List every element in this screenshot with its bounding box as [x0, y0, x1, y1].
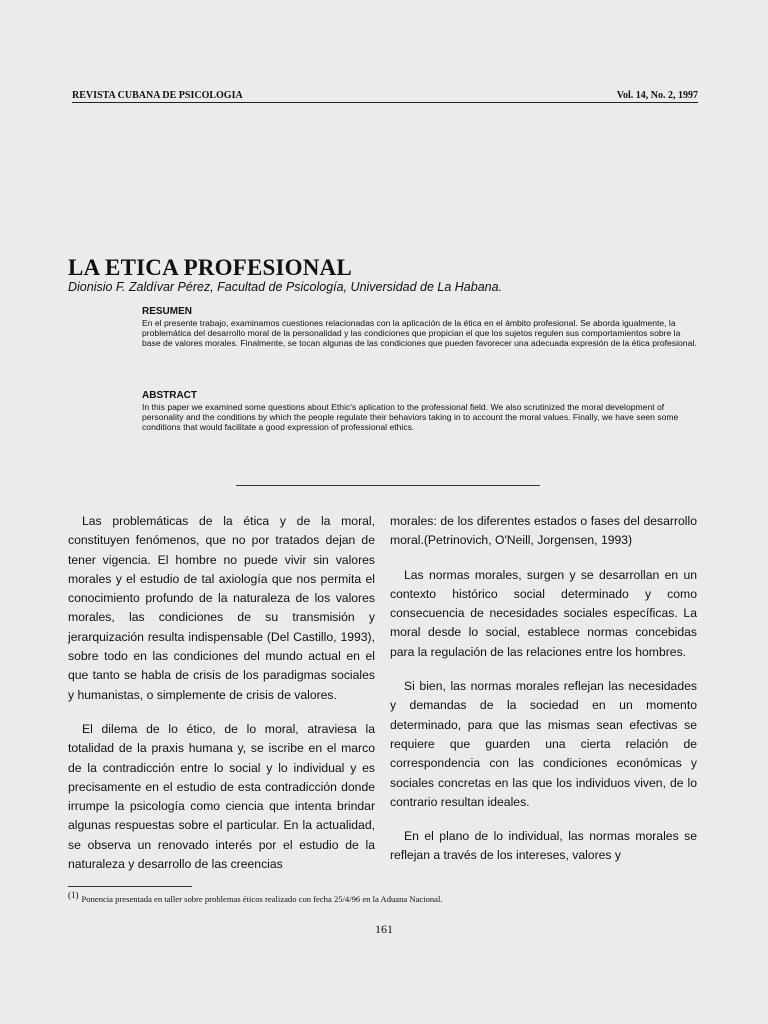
issue-info: Vol. 14, No. 2, 1997 [616, 90, 698, 101]
page-number: 161 [375, 922, 393, 936]
footnote-text: Ponencia presentada en taller sobre problemas éticos realizado con fecha 25/4/96 en la Aduana Nacional. [81, 894, 443, 904]
body-column-right [390, 512, 697, 881]
body-paragraph: El dilema de lo ético, de lo moral, atraviesa la totalidad de la praxis humana y, se iscribe en el marco de la contradicción entre lo social y lo individual y es precisamente en el estudio de esta contradicción donde irrumpe la psicología como ciencia que intenta brindar algunas respuestas sobre el particular. En la actualidad, se observa un renovado interés por el estudio de la naturaleza y desarrollo de las creencias [68, 721, 375, 872]
running-header [72, 90, 698, 103]
journal-name: REVISTA CUBANA DE PSICOLOGIA [72, 90, 243, 101]
article-title: LA ETICA PROFESIONAL [68, 255, 352, 280]
abstract-heading: ABSTRACT [142, 390, 197, 401]
footnote-rule [68, 886, 192, 887]
body-paragraph: Las normas morales, surgen y se desarrollan en un contexto histórico social determinado y como consecuencia de necesidades sociales específicas. La moral desde lo social, establece normas concebidas para la regulación de las relaciones entre los hombres. [390, 567, 697, 659]
body-paragraph: Si bien, las normas morales reflejan las necesidades y demandas de la sociedad en un momento determinado, para que las mismas sean efectivas se requiere que guarden una cierta relación de correspondencia con las condiciones económicas y sociales concretas en las que los individuos viven, de lo contrario resultan ideales. [390, 679, 697, 809]
resumen-text: En el presente trabajo, examinamos cuestiones relacionadas con la aplicación de la ética en el ámbito profesional. Se aborda igualmente, la problemática del desarrollo moral de la personalidad y las condiciones que propician el que los sujetos regulen sus comportamientos sobre la base de valores morales. Finalmente, se tocan algunas de las condiciones que pueden favorecer una adecuada expresión de la ética profesional. [142, 318, 697, 349]
author-affiliation: Dionisio F. Zaldívar Pérez, Facultad de Psicología, Universidad de La Habana. [68, 280, 503, 294]
resumen-section [142, 306, 698, 349]
footnote-marker: (1) [68, 890, 79, 900]
body-paragraph: En el plano de lo individual, las normas morales se reflejan a través de los intereses, valores y [390, 829, 697, 863]
abstract-text: In this paper we examined some questions about Ethic's aplication to the professional field. We also scrutinized the moral development of personality and the conditions by which the people regulate their behaviors taking in to account the moral values. Finally, we have seen some conditions that would facilitate a good expression of professional ethics. [142, 402, 679, 433]
body-column-left [68, 512, 375, 889]
footnote [68, 890, 443, 904]
resumen-heading: RESUMEN [142, 306, 193, 317]
body-paragraph: Las problemáticas de la ética y de la moral, constituyen fenómenos, que no por tratados dejan de tener vigencia. El hombre no puede vivir sin valores morales y el estudio de tal axiología que nos permita el conocimiento profundo de la naturaleza de los valores morales, las condiciones de su transmisión y jerarquización resulta indispensable (Del Castillo, 1993), sobre todo en las condiciones del mundo actual en el que tanto se habla de crisis de los paradigmas sociales y humanistas, o simplemente de crisis de valores. [68, 514, 375, 702]
section-divider [236, 485, 540, 486]
abstract-section [142, 390, 698, 433]
body-paragraph: morales: de los diferentes estados o fases del desarrollo moral.(Petrinovich, O'Neill, Jorgensen, 1993) [390, 514, 697, 548]
